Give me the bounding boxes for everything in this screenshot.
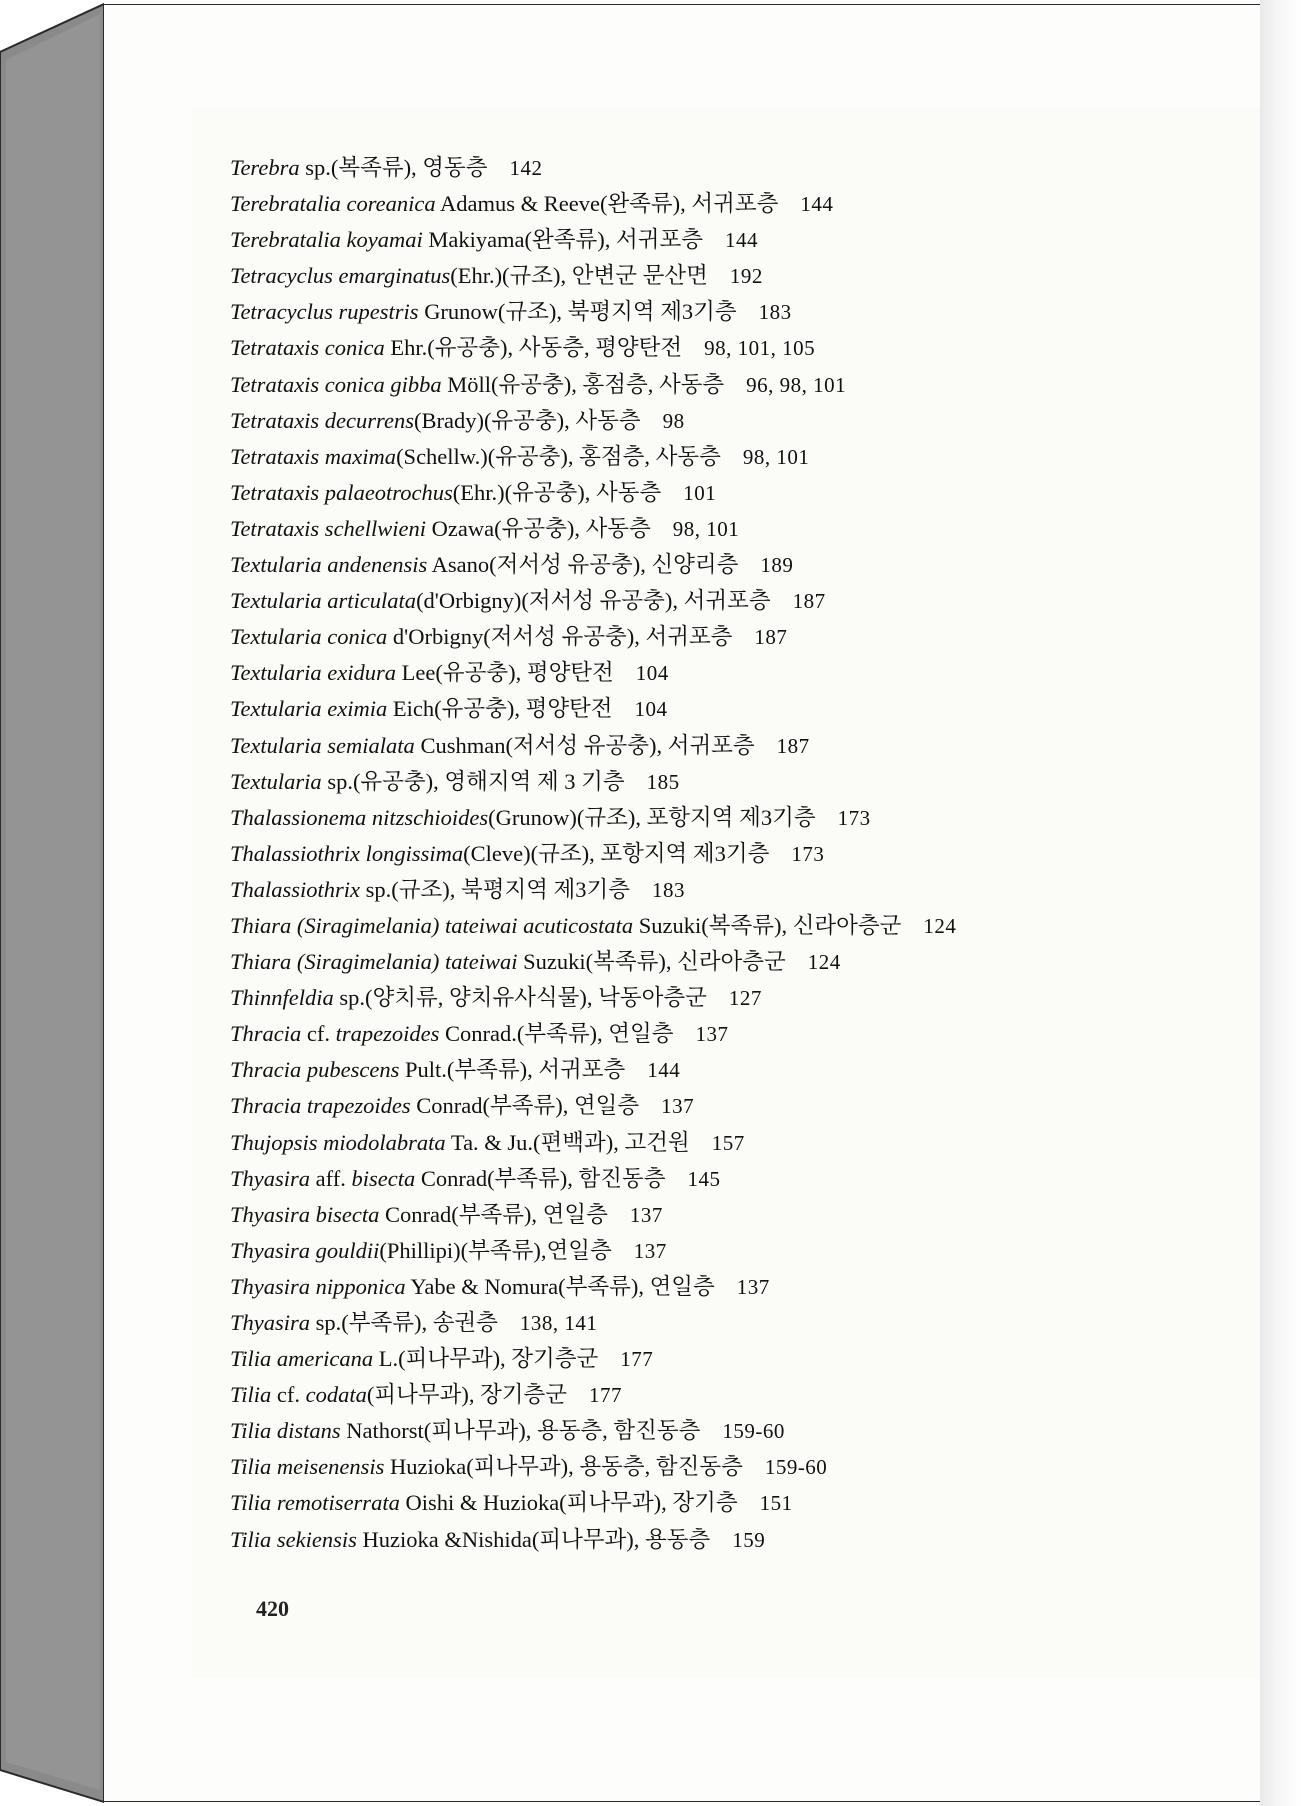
entry-description: Conrad(부족류), 연일층 [379,1201,608,1227]
page-reference: 138, 141 [519,1311,598,1335]
scientific-name: Thyasira nipponica [230,1273,406,1299]
entry-description: aff. [310,1165,352,1191]
entry-description-cont: Conrad.(부족류), 연일층 [439,1021,674,1047]
index-entry [230,764,1250,800]
entry-description: Ozawa(유공충), 사동층 [426,515,651,541]
page-reference: 137 [633,1238,667,1263]
page-reference: 144 [800,192,834,217]
index-entry [230,1161,1250,1197]
index-entry [230,728,1250,764]
index-entry [230,1377,1250,1413]
scientific-name: Thiara (Siragimelania) tateiwai acuticostata [230,912,634,938]
page-reference: 157 [711,1130,745,1155]
page-reference: 187 [792,589,826,614]
scientific-name: Textularia conica [230,624,388,650]
index-entry [230,403,1250,439]
index-entry [230,222,1250,258]
page-reference: 98, 101 [742,444,810,469]
index-entry [230,1485,1250,1521]
scientific-name: Tilia sekiensis [230,1526,357,1552]
index-entry [230,944,1250,980]
book-spine [0,0,104,1806]
entry-description: Nathorst(피나무과), 용동층, 함진동층 [340,1418,701,1444]
index-entry [230,1522,1250,1558]
page-reference: 159 [732,1527,766,1552]
page-reference: 183 [758,300,792,325]
scientific-name: Terebra [230,155,300,180]
entry-description: Möll(유공충), 홍점층, 사동층 [441,371,725,397]
scientific-name: Tilia remotiserrata [230,1490,400,1516]
scientific-name: Textularia semialata [230,732,415,758]
index-entry [230,691,1250,727]
scientific-name-epithet: codata [305,1382,367,1408]
entry-description-cont: Conrad(부족류), 함진동층 [415,1165,666,1191]
entry-description: (Schellw.)(유공충), 홍점층, 사동층 [396,443,721,469]
entry-description: sp.(유공충), 영해지역 제 3 기층 [321,768,625,794]
entry-description: Grunow(규조), 북평지역 제3기층 [418,299,737,325]
scientific-name: Terebratalia coreanica [230,191,436,217]
page-reference: 177 [620,1347,654,1372]
page-reference: 192 [729,264,763,289]
entry-description-cont: (피나무과), 장기층군 [366,1382,568,1408]
index-entry [230,475,1250,511]
entry-description: Suzuki(복족류), 신라아층군 [517,949,786,975]
scientific-name: Thyasira bisecta [230,1201,380,1227]
scientific-name-epithet: bisecta [351,1165,416,1191]
entry-description: Ehr.(유공충), 사동층, 평양탄전 [384,335,683,361]
index-entry [230,980,1250,1016]
entry-description: (Cleve)(규조), 포항지역 제3기층 [463,840,770,866]
index-entry [230,1269,1250,1305]
scientific-name: Thinnfeldia [230,985,334,1011]
entry-description: Conrad(부족류), 연일층 [410,1093,640,1119]
index-entry [230,1233,1250,1269]
scientific-name: Tetracyclus rupestris [230,299,419,325]
page-reference: 177 [589,1383,623,1408]
page-reference: 183 [652,877,686,902]
index-entry [230,150,1250,186]
index-entry [230,1016,1250,1052]
scientific-name: Textularia exidura [230,660,397,686]
entry-description: (Phillipi)(부족류),연일층 [379,1237,612,1263]
index-entry [230,1052,1250,1088]
index-entry [230,1341,1250,1377]
page-reference: 137 [661,1094,695,1119]
scientific-name: Thyasira gouldii [230,1237,380,1263]
page-reference: 159-60 [764,1455,828,1480]
scientific-name: Tetracyclus emarginatus [230,263,451,289]
page-reference: 187 [754,625,788,650]
page-reference: 173 [837,805,871,830]
scientific-name: Tilia [230,1382,272,1408]
scientific-name: Tetrataxis schellwieni [230,515,427,541]
index-entry [230,1088,1250,1124]
page-reference: 151 [759,1491,793,1516]
scientific-name: Tilia americana [230,1346,374,1372]
index-entry [230,547,1250,583]
index-entry [230,583,1250,619]
entry-description: Yabe & Nomura(부족류), 연일층 [405,1273,715,1299]
entry-description: Oishi & Huzioka(피나무과), 장기층 [399,1490,738,1516]
entry-description: Eich(유공충), 평양탄전 [387,696,613,722]
page-reference: 142 [509,156,543,180]
entry-description: (d'Orbigny)(저서성 유공충), 서귀포층 [416,588,771,614]
scientific-name: Tetrataxis decurrens [230,407,414,433]
scientific-name: Tetrataxis conica gibba [230,371,442,397]
index-entry [230,330,1250,366]
entry-description: Huzioka(피나무과), 용동층, 함진동층 [384,1454,743,1480]
scientific-name: Thracia trapezoides [230,1093,411,1119]
page-reference: 144 [647,1058,681,1083]
index-entry [230,655,1250,691]
page-reference: 189 [760,553,794,578]
entry-description: Asano(저서성 유공충), 신양리층 [427,552,739,578]
page-reference: 124 [807,950,841,975]
page-reference: 137 [736,1274,770,1299]
scientific-name: Thujopsis miodolabrata [230,1129,446,1155]
page-reference: 187 [776,733,810,758]
entry-description: Pult.(부족류), 서귀포층 [399,1057,626,1083]
scientific-name: Thyasira [230,1165,311,1191]
entry-description: (Ehr.)(규조), 안변군 문산면 [450,263,708,289]
page-reference: 104 [634,697,668,722]
page-reference: 124 [923,913,957,938]
scientific-name: Textularia articulata [230,588,417,614]
entry-description: sp.(복족류), 영동층 [299,155,488,180]
scientific-name: Thyasira [230,1310,311,1335]
entry-description: (Brady)(유공충), 사동층 [413,407,641,433]
entry-description: Makiyama(완족류), 서귀포층 [422,227,703,253]
scientific-name: Tilia distans [230,1418,341,1444]
scientific-name: Thiara (Siragimelania) tateiwai [230,949,518,975]
entry-description: Suzuki(복족류), 신라아층군 [633,912,902,938]
page-reference: 159-60 [722,1419,785,1444]
entry-description: Adamus & Reeve(완족류), 서귀포층 [435,191,779,217]
scientific-name: Tetrataxis palaeotrochus [230,479,453,505]
page-reference: 145 [687,1166,721,1191]
page-reference: 98 [662,408,685,433]
entry-description: sp.(규조), 북평지역 제3기층 [360,876,631,902]
scientific-name: Thalassiothrix longissima [230,840,464,866]
scientific-name: Thracia [230,1021,302,1047]
scientific-name: Thalassiothrix [230,876,361,902]
index-entry [230,258,1250,294]
entry-description: Ta. & Ju.(편백과), 고건원 [445,1129,690,1155]
entry-description: L.(피나무과), 장기층군 [373,1346,599,1372]
entry-description: cf. [301,1021,336,1047]
scientific-name: Thalassionema nitzschioides [230,804,489,830]
scientific-name-epithet: trapezoides [335,1021,440,1047]
index-entry [230,186,1250,222]
index-entry [230,511,1250,547]
page-reference: 137 [695,1022,729,1047]
page-reference: 98, 101 [672,516,740,541]
entry-description: Lee(유공충), 평양탄전 [396,660,614,686]
index-entry [230,1305,1250,1341]
entry-description: sp.(부족류), 송권층 [310,1310,498,1335]
page-reference: 104 [635,661,669,686]
index-entry [230,439,1250,475]
index-entry [230,367,1250,403]
page-reference: 98, 101, 105 [704,336,816,361]
scientific-name: Tetrataxis conica [230,335,385,361]
scientific-name: Tetrataxis maxima [230,443,397,469]
index-entry-list [230,150,1250,1558]
page-reference: 127 [728,986,762,1011]
index-entry [230,1449,1250,1485]
index-entry [230,872,1250,908]
index-entry [230,908,1250,944]
entry-description: (Grunow)(규조), 포항지역 제3기층 [488,804,816,830]
index-entry [230,836,1250,872]
scientific-name: Textularia andenensis [230,552,428,578]
scientific-name: Thracia pubescens [230,1057,400,1083]
page-reference: 101 [683,480,717,505]
entry-description: Huzioka &Nishida(피나무과), 용동층 [356,1526,711,1552]
entry-description: sp.(양치류, 양치유사식물), 낙동아층군 [333,985,707,1011]
index-entry [230,1197,1250,1233]
index-entry [230,1125,1250,1161]
page-reference: 96, 98, 101 [746,372,847,397]
index-entry [230,800,1250,836]
page-reference: 137 [629,1202,663,1227]
scientific-name: Terebratalia koyamai [230,227,423,253]
index-entry [230,1413,1250,1449]
entry-description: Cushman(저서성 유공충), 서귀포층 [414,732,755,758]
entry-description: d'Orbigny(저서성 유공충), 서귀포층 [387,624,733,650]
page-reference: 173 [791,841,825,866]
page-reference: 185 [646,769,680,794]
page-reference: 144 [724,228,758,253]
index-entry [230,294,1250,330]
index-entry [230,619,1250,655]
entry-description: (Ehr.)(유공충), 사동층 [452,479,662,505]
page-number: 420 [256,1596,289,1621]
scientific-name: Textularia eximia [230,696,388,722]
page-edge-shadow [1260,0,1303,1806]
scientific-name: Textularia [230,768,322,794]
scientific-name: Tilia meisenensis [230,1454,385,1480]
entry-description: cf. [271,1382,306,1408]
